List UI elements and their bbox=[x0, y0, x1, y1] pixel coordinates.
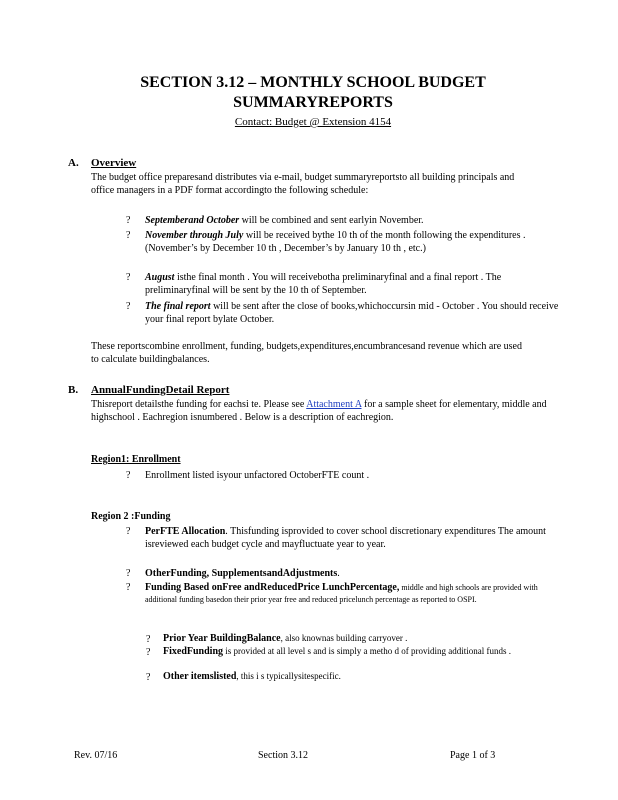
funding-subitem-2: FixedFunding is provided at all level s and is simply a metho d of providing additional funds . bbox=[163, 646, 511, 657]
bullet-marker: ? bbox=[126, 568, 131, 579]
section-b-heading: AnnualFundingDetail Report bbox=[91, 384, 230, 396]
attachment-a-link[interactable]: Attachment A bbox=[306, 399, 362, 410]
schedule-item-4: The final report will be sent after the close of books,whichoccursin mid - October . You should receive your final report bylate October. bbox=[145, 301, 559, 325]
region1-bullet: Enrollment listed isyour unfactored OctoberFTE count . bbox=[145, 470, 370, 481]
funding-item-3: Funding Based onFree andReducedPrice LunchPercentage, middle and high schools are provided with additional funding basedon their prior year free and reduced pricelunch percentage as reported to OSPI. bbox=[145, 582, 538, 604]
page-title-line2: SUMMARYREPORTS bbox=[233, 94, 393, 111]
bullet-marker: ? bbox=[126, 301, 131, 312]
funding-item-2: OtherFunding, SupplementsandAdjustments. bbox=[145, 568, 340, 579]
schedule-item-3: August isthe final month . You will receivebotha preliminaryfinal and a final report . The preliminaryfinal will be sent by the 10 th of September. bbox=[145, 272, 502, 296]
bullet-marker: ? bbox=[126, 470, 131, 481]
bullet-marker: ? bbox=[146, 672, 151, 683]
bullet-marker: ? bbox=[126, 230, 131, 241]
footer-revision: Rev. 07/16 bbox=[74, 750, 118, 761]
contact-line: Contact: Budget @ Extension 4154 bbox=[234, 116, 392, 128]
funding-item-1: PerFTE Allocation. Thisfunding isprovided to cover school discretionary expenditures The amount isreviewed each budget cycle and mayfluctuate year to year. bbox=[145, 526, 546, 550]
section-b-letter: B. bbox=[68, 384, 79, 396]
schedule-item-2: November through July will be received bythe 10 th of the month following the expenditures . (November’s by December 10 th , December’s by January 10 th , etc.) bbox=[145, 230, 526, 254]
section-a-letter: A. bbox=[68, 157, 79, 169]
region2-label: Region 2 :Funding bbox=[91, 511, 171, 522]
page-title-line1: SECTION 3.12 – MONTHLY SCHOOL BUDGET bbox=[140, 74, 486, 91]
bullet-marker: ? bbox=[146, 647, 151, 658]
section-a-closing: These reportscombine enrollment, funding, budgets,expenditures,encumbrancesand revenue which are used to calculate buildingbalances. bbox=[91, 341, 522, 365]
bullet-marker: ? bbox=[126, 582, 131, 593]
funding-subitem-1: Prior Year BuildingBalance, also knownas building carryover . bbox=[163, 633, 408, 644]
footer-section: Section 3.12 bbox=[258, 750, 308, 761]
bullet-marker: ? bbox=[126, 526, 131, 537]
section-a-intro: The budget office preparesand distributes via e-mail, budget summaryreportsto all building principals and office managers in a PDF format accordingto the following schedule: bbox=[91, 172, 515, 196]
funding-subitem-3: Other itemslisted, this i s typicallysitespecific. bbox=[163, 671, 341, 682]
schedule-item-1: Septemberand October will be combined and sent earlyin November. bbox=[145, 215, 424, 226]
region1-label: Region1: Enrollment bbox=[91, 454, 181, 465]
bullet-marker: ? bbox=[126, 272, 131, 283]
footer-page-number: Page 1 of 3 bbox=[450, 750, 496, 761]
section-a-heading: Overview bbox=[91, 157, 137, 169]
bullet-marker: ? bbox=[146, 634, 151, 645]
bullet-marker: ? bbox=[126, 215, 131, 226]
section-b-intro: Thisreport detailsthe funding for eachsi te. Please see Attachment A for a sample sheet for elementary, middle and highschool . Eachregion isnumbered . Below is a description of eachregion. bbox=[91, 399, 547, 423]
